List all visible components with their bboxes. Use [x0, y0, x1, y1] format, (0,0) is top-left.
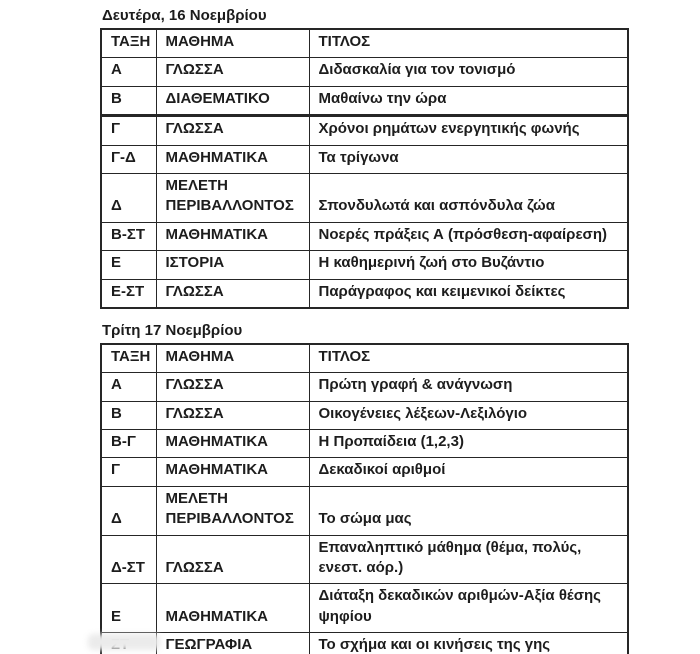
- table-row: [101, 173, 628, 222]
- cell-class: Ε: [101, 251, 156, 279]
- table-row: [101, 430, 628, 458]
- cell-class: Γ: [101, 116, 156, 145]
- cell-subject: ΜΑΘΗΜΑΤΙΚΑ: [156, 145, 309, 173]
- cell-subject: ΜΕΛΕΤΗ ΠΕΡΙΒΑΛΛΟΝΤΟΣ: [156, 173, 309, 222]
- cell-title: Επαναληπτικό μάθημα (θέμα, πολύς, ενεστ. αόρ.): [309, 535, 628, 584]
- cell-title: Διδασκαλία για τον τονισμό: [309, 58, 628, 86]
- schedule-section-monday: [100, 7, 628, 309]
- table-row: [101, 458, 628, 486]
- cell-title: Πρώτη γραφή & ανάγνωση: [309, 373, 628, 401]
- table-row: [101, 633, 628, 654]
- cell-class: Γ-Δ: [101, 145, 156, 173]
- cell-title: Σπονδυλωτά και ασπόνδυλα ζώα: [309, 173, 628, 222]
- cell-subject: ΜΕΛΕΤΗ ΠΕΡΙΒΑΛΛΟΝΤΟΣ: [156, 486, 309, 535]
- cell-subject: ΙΣΤΟΡΙΑ: [156, 251, 309, 279]
- cell-subject: ΓΛΩΣΣΑ: [156, 116, 309, 145]
- schedule-section-tuesday: [100, 322, 628, 654]
- column-header-class: ΤΑΞΗ: [101, 29, 156, 58]
- table-row: [101, 401, 628, 429]
- cell-title: Η Προπαίδεια (1,2,3): [309, 430, 628, 458]
- cell-class: Δ: [101, 173, 156, 222]
- cell-subject: ΔΙΑΘΕΜΑΤΙΚΟ: [156, 86, 309, 115]
- day-title-tuesday: Τρίτη 17 Νοεμβρίου: [102, 321, 243, 339]
- table-row: [101, 279, 628, 308]
- cell-title: Μαθαίνω την ώρα: [309, 86, 628, 115]
- cell-subject: ΓΛΩΣΣΑ: [156, 279, 309, 308]
- table-row: [101, 145, 628, 173]
- table-row: [101, 535, 628, 584]
- cell-class: Ε-ΣΤ: [101, 279, 156, 308]
- table-row: [101, 86, 628, 115]
- cell-title: Οικογένειες λέξεων-Λεξιλόγιο: [309, 401, 628, 429]
- scan-smudge: [88, 634, 160, 650]
- cell-title: Το σώμα μας: [309, 486, 628, 535]
- cell-class: Β: [101, 401, 156, 429]
- schedule-table-monday: [100, 28, 629, 309]
- table-row: [101, 222, 628, 250]
- cell-class: Β-Γ: [101, 430, 156, 458]
- table-row: [101, 251, 628, 279]
- cell-title: Παράγραφος και κειμενικοί δείκτες: [309, 279, 628, 308]
- cell-title: Διάταξη δεκαδικών αριθμών-Αξία θέσης ψηφίου: [309, 584, 628, 633]
- cell-class: Δ: [101, 486, 156, 535]
- cell-subject: ΓΛΩΣΣΑ: [156, 373, 309, 401]
- cell-title: Τα τρίγωνα: [309, 145, 628, 173]
- table-row: [101, 584, 628, 633]
- header-row: [101, 29, 628, 58]
- cell-class: Α: [101, 373, 156, 401]
- cell-title: Η καθημερινή ζωή στο Βυζάντιο: [309, 251, 628, 279]
- column-header-title: ΤΙΤΛΟΣ: [309, 29, 628, 58]
- column-header-subject: ΜΑΘΗΜΑ: [156, 29, 309, 58]
- table-row: [101, 58, 628, 86]
- cell-subject: ΜΑΘΗΜΑΤΙΚΑ: [156, 222, 309, 250]
- column-header-title: ΤΙΤΛΟΣ: [309, 344, 628, 373]
- table-row: [101, 373, 628, 401]
- table-row: [101, 486, 628, 535]
- cell-subject: ΓΛΩΣΣΑ: [156, 401, 309, 429]
- cell-class: Δ-ΣΤ: [101, 535, 156, 584]
- cell-class: Β: [101, 86, 156, 115]
- cell-title: Το σχήμα και οι κινήσεις της γης: [309, 633, 628, 654]
- cell-title: Δεκαδικοί αριθμοί: [309, 458, 628, 486]
- document-content: [100, 7, 628, 654]
- cell-subject: ΓΕΩΓΡΑΦΙΑ: [156, 633, 309, 654]
- column-header-subject: ΜΑΘΗΜΑ: [156, 344, 309, 373]
- cell-subject: ΜΑΘΗΜΑΤΙΚΑ: [156, 430, 309, 458]
- cell-class: Ε: [101, 584, 156, 633]
- schedule-table-tuesday: [100, 343, 629, 654]
- column-header-class: ΤΑΞΗ: [101, 344, 156, 373]
- table-row: [101, 116, 628, 145]
- cell-title: Χρόνοι ρημάτων ενεργητικής φωνής: [309, 116, 628, 145]
- cell-subject: ΓΛΩΣΣΑ: [156, 535, 309, 584]
- cell-class: Γ: [101, 458, 156, 486]
- cell-title: Νοερές πράξεις Α (πρόσθεση-αφαίρεση): [309, 222, 628, 250]
- cell-subject: ΜΑΘΗΜΑΤΙΚΑ: [156, 458, 309, 486]
- header-row: [101, 344, 628, 373]
- cell-class: Α: [101, 58, 156, 86]
- cell-class: Β-ΣΤ: [101, 222, 156, 250]
- cell-subject: ΓΛΩΣΣΑ: [156, 58, 309, 86]
- cell-subject: ΜΑΘΗΜΑΤΙΚΑ: [156, 584, 309, 633]
- day-title-monday: Δευτέρα, 16 Νοεμβρίου: [102, 7, 267, 24]
